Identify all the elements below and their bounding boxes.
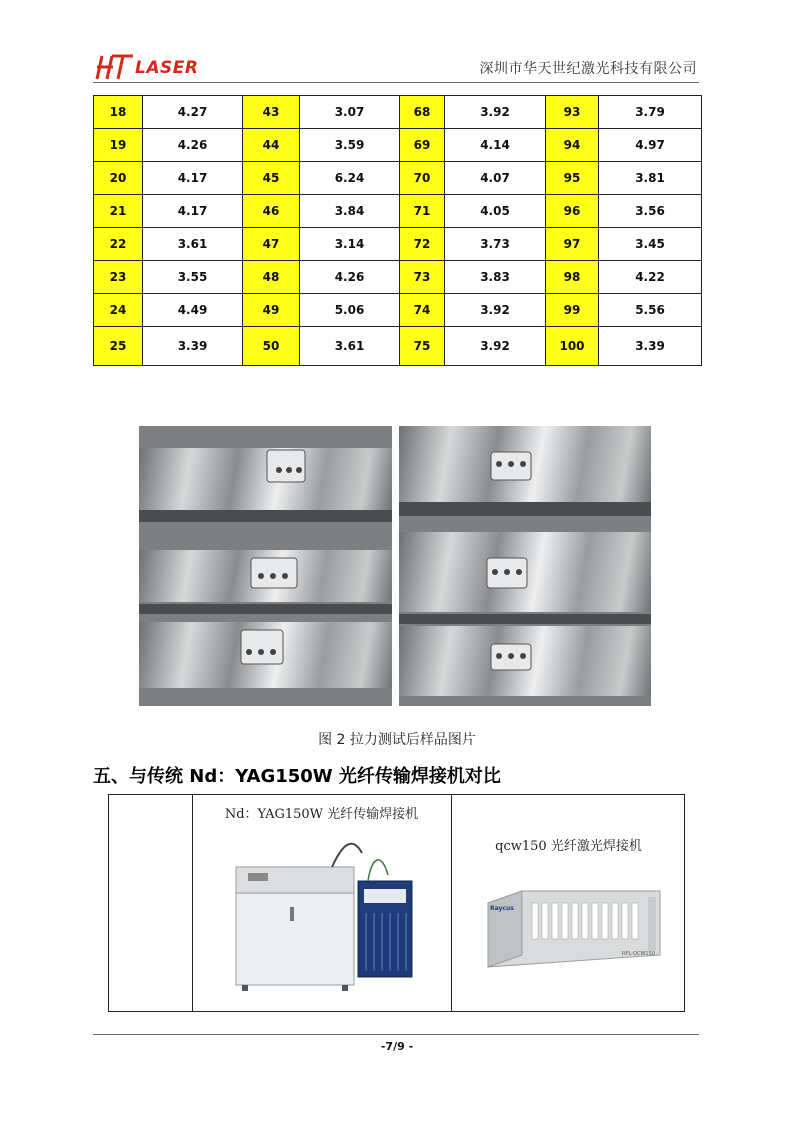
qcw-machine-label: qcw150 光纤激光焊接机 bbox=[495, 839, 642, 854]
ht-logo-icon bbox=[93, 52, 137, 82]
company-name: 深圳市华天世纪激光科技有限公司 bbox=[479, 61, 697, 77]
table-row bbox=[94, 327, 702, 366]
tensile-value-cell: 4.17 bbox=[143, 162, 243, 195]
sample-index-cell: 22 bbox=[94, 228, 143, 261]
sample-index-cell: 69 bbox=[400, 129, 445, 162]
sample-index-cell: 21 bbox=[94, 195, 143, 228]
tensile-value-cell: 4.05 bbox=[445, 195, 546, 228]
sample-index-cell: 44 bbox=[243, 129, 300, 162]
weld-tabs-icon bbox=[399, 426, 651, 706]
tensile-value-cell: 4.14 bbox=[445, 129, 546, 162]
table-row bbox=[94, 261, 702, 294]
tensile-value-cell: 4.17 bbox=[143, 195, 243, 228]
tensile-value-cell: 3.73 bbox=[445, 228, 546, 261]
sample-index-cell: 93 bbox=[546, 96, 599, 129]
tensile-value-cell: 3.55 bbox=[143, 261, 243, 294]
tensile-value-cell: 3.83 bbox=[445, 261, 546, 294]
footer-divider bbox=[93, 1034, 699, 1035]
sample-index-cell: 97 bbox=[546, 228, 599, 261]
tensile-value-cell: 3.14 bbox=[300, 228, 400, 261]
device-brand-label: Raycus bbox=[490, 905, 514, 912]
sample-index-cell: 68 bbox=[400, 96, 445, 129]
table-row bbox=[94, 228, 702, 261]
yag-welder-machine-icon bbox=[192, 795, 451, 1013]
sample-index-cell: 45 bbox=[243, 162, 300, 195]
tensile-value-cell: 3.61 bbox=[300, 327, 400, 366]
tensile-value-cell: 3.07 bbox=[300, 96, 400, 129]
tensile-value-cell: 4.49 bbox=[143, 294, 243, 327]
tensile-value-cell: 4.26 bbox=[143, 129, 243, 162]
comparison-table bbox=[108, 794, 685, 1012]
sample-index-cell: 99 bbox=[546, 294, 599, 327]
sample-index-cell: 20 bbox=[94, 162, 143, 195]
logo-text: LASER bbox=[135, 58, 199, 78]
table-row bbox=[94, 162, 702, 195]
tensile-value-cell: 3.92 bbox=[445, 294, 546, 327]
tensile-value-cell: 3.81 bbox=[599, 162, 702, 195]
comparison-cell-yag bbox=[192, 795, 452, 1011]
tensile-value-cell: 4.26 bbox=[300, 261, 400, 294]
sample-index-cell: 96 bbox=[546, 195, 599, 228]
tensile-value-cell: 6.24 bbox=[300, 162, 400, 195]
sample-photo-right bbox=[399, 426, 651, 706]
yag-machine-label: Nd：YAG150W 光纤传输焊接机 bbox=[224, 807, 419, 822]
sample-index-cell: 18 bbox=[94, 96, 143, 129]
comparison-empty-cell bbox=[109, 795, 193, 1011]
sample-index-cell: 74 bbox=[400, 294, 445, 327]
page-number: -7/9 - bbox=[380, 1040, 414, 1053]
sample-index-cell: 94 bbox=[546, 129, 599, 162]
sample-photo-left bbox=[139, 426, 392, 706]
tensile-value-cell: 3.45 bbox=[599, 228, 702, 261]
tensile-value-cell: 3.39 bbox=[143, 327, 243, 366]
tensile-value-cell: 3.92 bbox=[445, 96, 546, 129]
table-row bbox=[94, 195, 702, 228]
qcw-laser-unit-icon bbox=[452, 795, 685, 1013]
sample-index-cell: 46 bbox=[243, 195, 300, 228]
tensile-value-cell: 5.56 bbox=[599, 294, 702, 327]
tensile-value-cell: 5.06 bbox=[300, 294, 400, 327]
tensile-value-cell: 4.97 bbox=[599, 129, 702, 162]
figure-caption: 图 2 拉力测试后样品图片 bbox=[318, 732, 476, 748]
sample-index-cell: 47 bbox=[243, 228, 300, 261]
sample-index-cell: 49 bbox=[243, 294, 300, 327]
sample-index-cell: 70 bbox=[400, 162, 445, 195]
header-divider bbox=[93, 82, 699, 83]
tensile-data-table bbox=[93, 95, 702, 366]
tensile-value-cell: 4.07 bbox=[445, 162, 546, 195]
table-row bbox=[94, 129, 702, 162]
sample-index-cell: 48 bbox=[243, 261, 300, 294]
tensile-value-cell: 3.79 bbox=[599, 96, 702, 129]
tensile-value-cell: 3.59 bbox=[300, 129, 400, 162]
sample-index-cell: 98 bbox=[546, 261, 599, 294]
company-logo bbox=[93, 52, 213, 84]
device-model-label: RFL-QCW150 bbox=[622, 951, 655, 957]
sample-index-cell: 24 bbox=[94, 294, 143, 327]
sample-index-cell: 43 bbox=[243, 96, 300, 129]
sample-index-cell: 23 bbox=[94, 261, 143, 294]
sample-index-cell: 73 bbox=[400, 261, 445, 294]
comparison-cell-qcw bbox=[452, 795, 685, 1011]
weld-tabs-icon bbox=[139, 426, 392, 706]
tensile-value-cell: 3.56 bbox=[599, 195, 702, 228]
tensile-value-cell: 3.92 bbox=[445, 327, 546, 366]
tensile-value-cell: 3.39 bbox=[599, 327, 702, 366]
sample-index-cell: 19 bbox=[94, 129, 143, 162]
tensile-value-cell: 3.84 bbox=[300, 195, 400, 228]
sample-index-cell: 100 bbox=[546, 327, 599, 366]
table-row bbox=[94, 96, 702, 129]
sample-index-cell: 95 bbox=[546, 162, 599, 195]
table-row bbox=[94, 294, 702, 327]
sample-index-cell: 72 bbox=[400, 228, 445, 261]
sample-index-cell: 75 bbox=[400, 327, 445, 366]
tensile-value-cell: 3.61 bbox=[143, 228, 243, 261]
sample-index-cell: 50 bbox=[243, 327, 300, 366]
section-heading: 五、与传统 Nd：YAG150W 光纤传输焊接机对比 bbox=[93, 766, 501, 787]
tensile-value-cell: 4.27 bbox=[143, 96, 243, 129]
sample-index-cell: 71 bbox=[400, 195, 445, 228]
tensile-value-cell: 4.22 bbox=[599, 261, 702, 294]
sample-index-cell: 25 bbox=[94, 327, 143, 366]
